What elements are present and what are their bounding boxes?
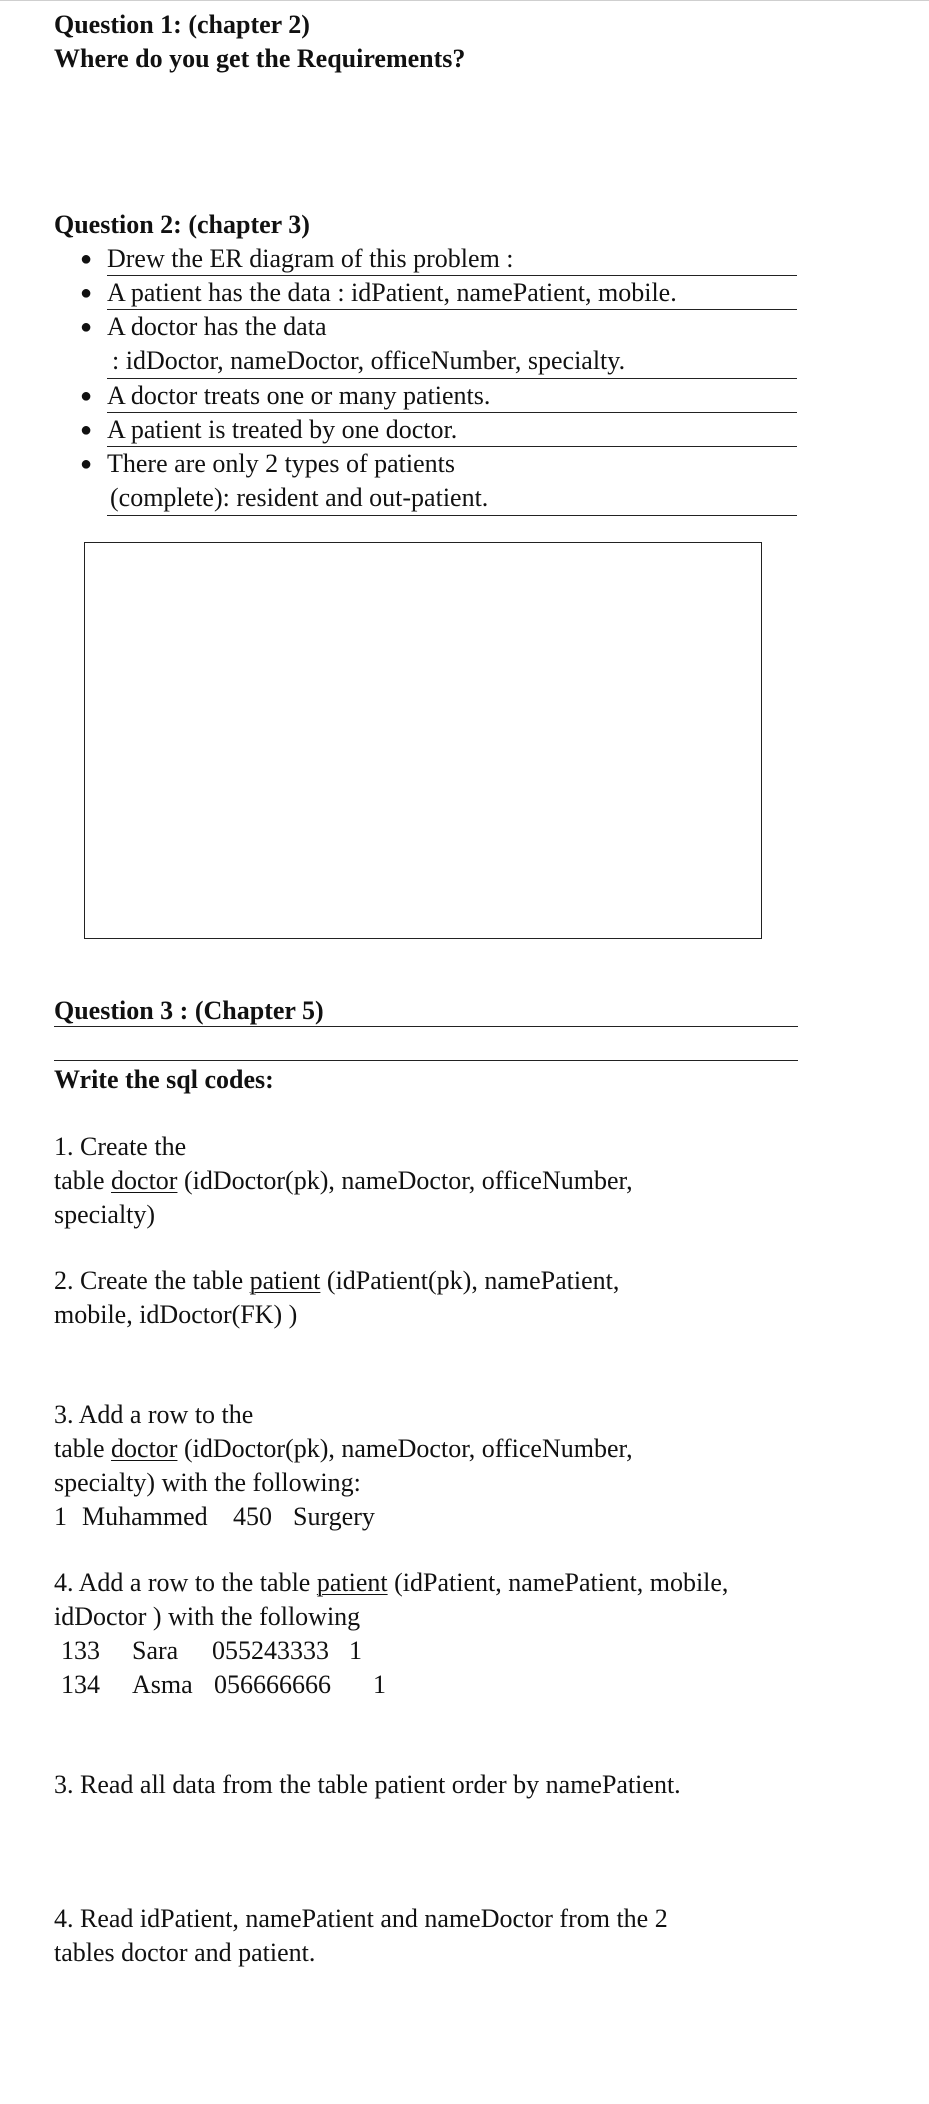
bullet-text: There are only 2 types of patients <box>107 449 455 478</box>
task-line: mobile, idDoctor(FK) ) <box>54 1300 298 1329</box>
cell-name: Asma <box>132 1670 193 1699</box>
bullet-text: (complete): resident and out-patient. <box>110 483 489 512</box>
task-line: 3. Add a row to the <box>54 1400 254 1429</box>
table-name-doctor: doctor <box>111 1434 178 1463</box>
q1-question: Where do you get the Requirements? <box>54 44 466 73</box>
task-line: table doctor (idDoctor(pk), nameDoctor, officeNumber, <box>54 1434 633 1463</box>
bullet-dot-icon: ● <box>80 385 93 407</box>
cell-office: 450 <box>233 1502 272 1531</box>
cell-mobile: 056666666 <box>214 1670 331 1699</box>
cell-id: 134 <box>61 1670 100 1699</box>
q2-heading: Question 2: (chapter 3) <box>54 210 310 239</box>
cell-name: Muhammed <box>82 1502 208 1531</box>
task-line: table doctor (idDoctor(pk), nameDoctor, officeNumber, <box>54 1166 633 1195</box>
q3-subheading: Write the sql codes: <box>54 1065 274 1094</box>
cell-mobile: 055243333 <box>212 1636 329 1665</box>
table-name-patient: patient <box>249 1266 321 1295</box>
task-line: 4. Add a row to the table patient (idPatient, namePatient, mobile, <box>54 1568 729 1597</box>
bullet-dot-icon: ● <box>80 282 93 304</box>
cell-name: Sara <box>132 1636 179 1665</box>
cell-doctor: 1 <box>373 1670 386 1699</box>
bullet-dot-icon: ● <box>80 248 93 270</box>
q1-heading: Question 1: (chapter 2) <box>54 10 310 39</box>
bullet-text: A doctor treats one or many patients. <box>107 381 491 410</box>
task-line: tables doctor and patient. <box>54 1938 316 1967</box>
task-read-patients: 3. Read all data from the table patient order by namePatient. <box>54 1770 681 1799</box>
er-diagram-answer-box[interactable] <box>84 542 762 939</box>
bullet-text: Drew the ER diagram of this problem : <box>107 244 514 273</box>
q3-heading: Question 3 : (Chapter 5) <box>54 996 324 1025</box>
bullet-text: A patient is treated by one doctor. <box>107 415 458 444</box>
answer-line <box>107 515 797 516</box>
task-line: 2. Create the table patient (idPatient(pk), namePatient, <box>54 1266 620 1295</box>
answer-line <box>54 1060 798 1061</box>
bullet-dot-icon: ● <box>80 316 93 338</box>
bullet-dot-icon: ● <box>80 453 93 475</box>
table-name-patient: patient <box>316 1568 388 1597</box>
cell-specialty: Surgery <box>293 1502 375 1531</box>
cell-id: 133 <box>61 1636 100 1665</box>
top-border <box>0 0 929 1</box>
bullet-dot-icon: ● <box>80 419 93 441</box>
bullet-text: A patient has the data : idPatient, namePatient, mobile. <box>107 278 677 307</box>
task-line: specialty) with the following: <box>54 1468 361 1497</box>
task-line: idDoctor ) with the following <box>54 1602 361 1631</box>
bullet-text: : idDoctor, nameDoctor, officeNumber, specialty. <box>112 346 626 375</box>
cell-id: 1 <box>54 1502 67 1531</box>
task-line: 4. Read idPatient, namePatient and nameDoctor from the 2 <box>54 1904 668 1933</box>
answer-line <box>54 1026 798 1027</box>
table-name-doctor: doctor <box>111 1166 178 1195</box>
bullet-text: A doctor has the data <box>107 312 327 341</box>
task-line: specialty) <box>54 1200 156 1229</box>
task-line: 1. Create the <box>54 1132 187 1161</box>
cell-doctor: 1 <box>349 1636 362 1665</box>
